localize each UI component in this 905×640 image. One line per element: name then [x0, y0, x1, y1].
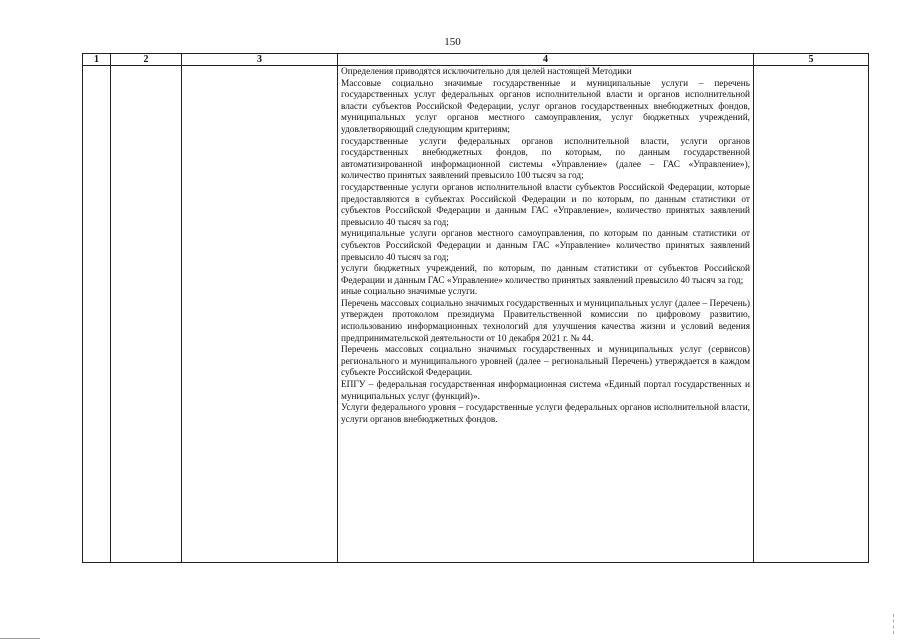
column-header-4: 4 [338, 54, 754, 66]
paragraph-budget-institutions-criteria: услуги бюджетных учреждений, по которым, по данным статистики от субъектов Российской Федерации и данным ГАС «Управление» количество принятых заявлений превысило 40 тысяч за год; [341, 264, 750, 286]
paragraph-list-approval: Перечень массовых социально значимых государственных и муниципальных услуг (далее – Перечень) утвержден протоколом президиума Правительственной комиссии по цифровому развитию, использованию информационных технологий для улучшения качества жизни и условий ведения предпринимательской деятельности от 10 декабря 2021 г. № 44. [341, 298, 750, 344]
cell-col-3 [182, 66, 338, 563]
scan-edge-mark-right [893, 614, 895, 634]
column-header-2: 2 [111, 54, 182, 66]
cell-col-1 [83, 66, 111, 563]
paragraph-regional-criteria: государственные услуги органов исполнительной власти субъектов Российской Федерации, которые предоставляются в субъектах Российской Федерации и по которым, по данным статистики от субъектов Российской Федерации и данным ГАС «Управление», количество принятых заявлений превысило 40 тысяч за год; [341, 182, 750, 228]
paragraph-federal-services-definition: Услуги федерального уровня – государственные услуги федеральных органов исполнительной власти, услуги органов внебюджетных фондов. [341, 403, 750, 425]
paragraph-federal-criteria: государственные услуги федеральных органов исполнительной власти, услуги органов государственных внебюджетных фондов, по которым, по данным государственной автоматизированной информационной системы «Управление» (далее – ГАС «Управление»), количество принятых заявлений превысило 100 тысяч за год; [341, 136, 750, 182]
paragraph-definitions-note: Определения приводятся исключительно для целей настоящей Методики [341, 67, 632, 77]
paragraph-mass-services-definition: Массовые социально значимые государственные и муниципальные услуги – перечень государственных услуг федеральных органов исполнительной власти и органов исполнительной власти субъектов Российской Федерации, услуг органов государственных внебюджетных фондов, муниципальных услуг органов местного самоуправления, услуг бюджетных учреждений, удовлетворяющий следующим критериям; [341, 78, 750, 135]
column-header-1: 1 [83, 54, 111, 66]
paragraph-municipal-criteria: муниципальные услуги органов местного самоуправления, по которым по данным статистики от субъектов Российской Федерации и данным ГАС «Управление» количество принятых заявлений превысило 40 тысяч за год; [341, 229, 750, 263]
table-row [83, 66, 869, 563]
paragraph-other-services: иные социально значимые услуги. [341, 287, 478, 298]
cell-col-2 [111, 66, 182, 563]
column-header-3: 3 [182, 54, 338, 66]
methodology-table [82, 53, 869, 563]
paragraph-regional-list: Перечень массовых социально значимых государственных и муниципальных услуг (сервисов) регионального и муниципального уровней (далее – региональный Перечень) утверждается в каждом субъекте Российской Федерации. [341, 345, 750, 379]
paragraph-epgu-definition: ЕПГУ – федеральная государственная информационная система «Единый портал государственных и муниципальных услуг (функций)». [341, 380, 750, 402]
page-number: 150 [444, 36, 461, 48]
cell-col-5 [754, 66, 869, 563]
column-header-5: 5 [754, 54, 869, 66]
table-header-row [83, 54, 869, 66]
definitions-cell [338, 66, 754, 563]
